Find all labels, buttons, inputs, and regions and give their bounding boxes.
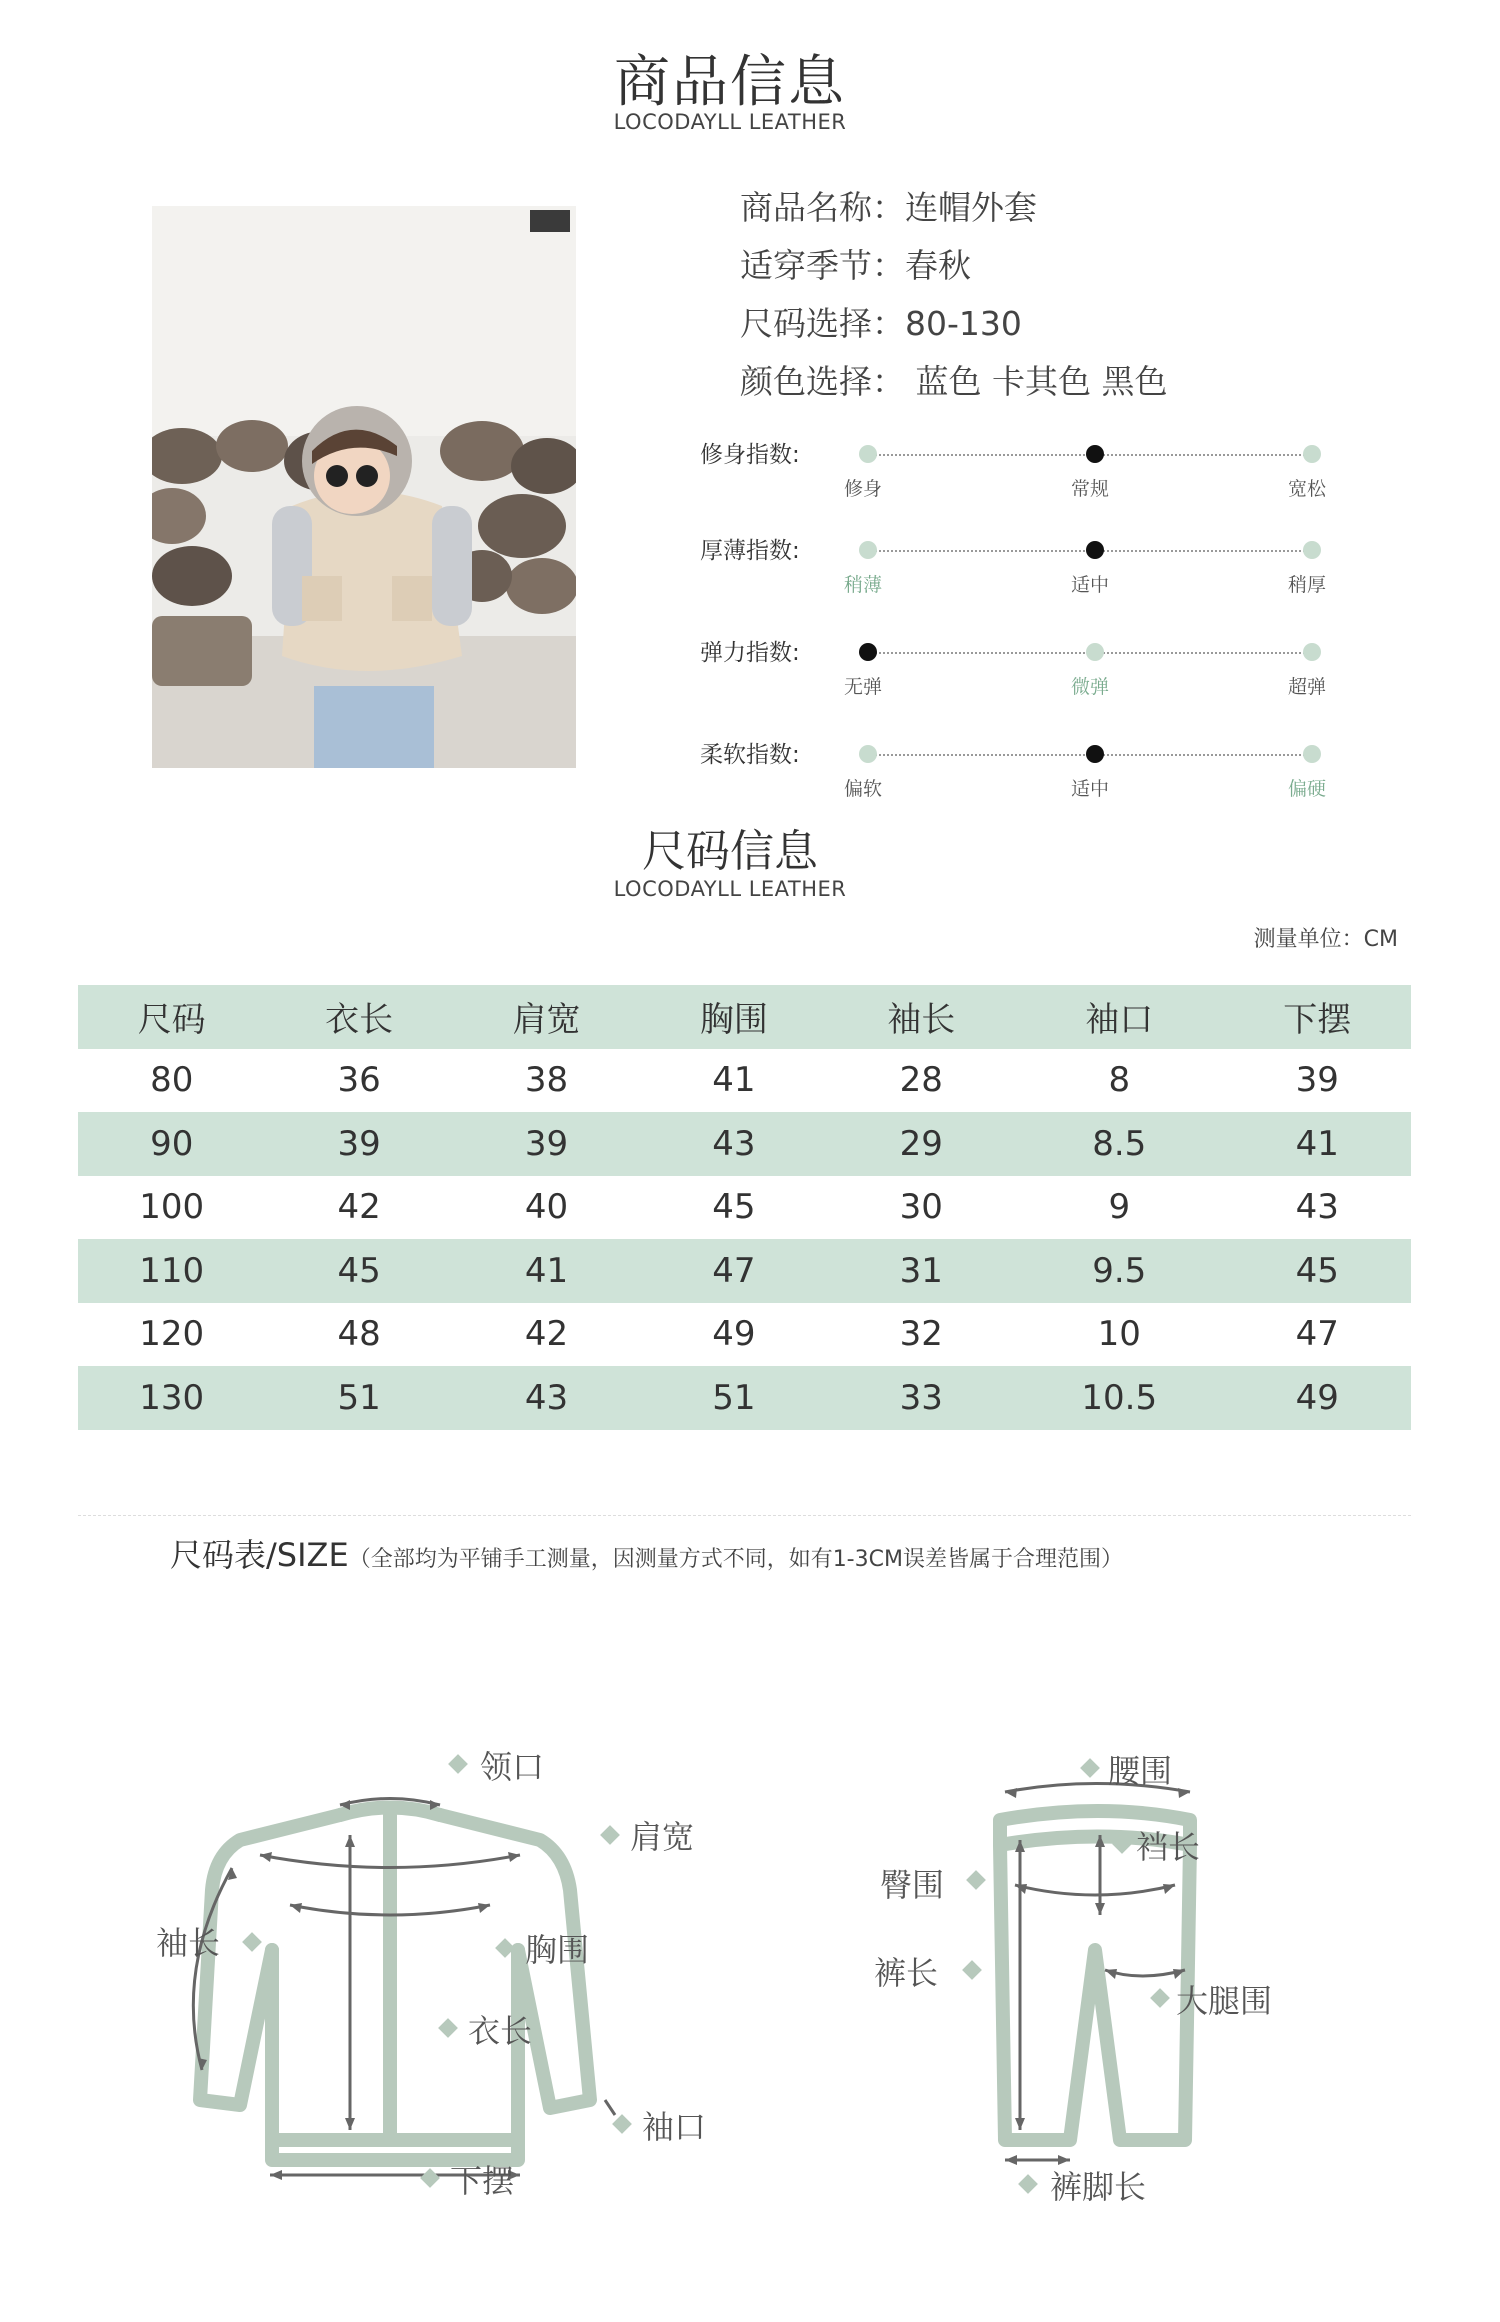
table-cell: 45 (1295, 1250, 1339, 1291)
scale-option: 宽松 (1288, 478, 1327, 500)
scale-dot (1303, 643, 1321, 661)
table-cell: 39 (1295, 1060, 1339, 1101)
size-info-title: 尺码信息 (642, 826, 818, 877)
table-cell: 47 (1295, 1314, 1339, 1355)
scale-dot (859, 745, 877, 763)
scale-label: 弹力指数: (700, 640, 800, 666)
scale-dot-selected (1086, 445, 1104, 463)
table-cell: 130 (139, 1377, 205, 1418)
product-sizes: 尺码选择：80-130 (740, 304, 1022, 343)
table-row (78, 1112, 1411, 1176)
scale-dot-selected (1086, 541, 1104, 559)
size-note (170, 1530, 1123, 1576)
table-cell: 43 (524, 1377, 569, 1418)
table-cell: 28 (899, 1060, 943, 1101)
table-cell: 31 (899, 1250, 943, 1291)
table-cell: 8 (1108, 1060, 1131, 1101)
label-collar: 领口 (480, 1748, 545, 1786)
scale-label: 柔软指数: (700, 742, 800, 768)
scale-dot (859, 541, 877, 559)
label-length: 衣长 (468, 2012, 533, 2050)
label-thigh: 大腿围 (1176, 1982, 1273, 2020)
table-cell: 43 (1295, 1187, 1339, 1228)
page-subtitle: LOCODAYLL LEATHER (613, 110, 847, 134)
label-leg-opening: 裤脚长 (1050, 2168, 1147, 2206)
table-cell: 39 (524, 1123, 569, 1164)
scale-dot (1303, 541, 1321, 559)
scale-option: 无弹 (844, 676, 883, 698)
table-cell: 51 (337, 1377, 381, 1418)
table-cell: 32 (899, 1314, 943, 1355)
table-cell: 42 (524, 1314, 569, 1355)
jacket-measure-diagram (140, 1720, 740, 2200)
label-shoulder: 肩宽 (630, 1818, 695, 1856)
table-cell: 45 (712, 1187, 756, 1228)
table-cell: 120 (139, 1314, 205, 1355)
table-cell: 36 (337, 1060, 381, 1101)
scale-label: 修身指数: (700, 442, 800, 468)
scale-option: 适中 (1071, 574, 1110, 596)
scale-option: 超弹 (1288, 676, 1327, 698)
col-header: 尺码 (137, 1000, 206, 1041)
table-cell: 41 (712, 1060, 756, 1101)
col-header: 衣长 (325, 1000, 394, 1041)
table-row (78, 1239, 1411, 1303)
label-rise: 裆长 (1136, 1828, 1201, 1866)
table-cell: 110 (139, 1250, 205, 1291)
table-cell: 49 (712, 1314, 756, 1355)
label-hem: 下摆 (450, 2162, 515, 2200)
col-header: 肩宽 (512, 1000, 581, 1041)
table-cell: 48 (337, 1314, 381, 1355)
table-cell: 51 (712, 1377, 756, 1418)
product-season: 适穿季节：春秋 (740, 246, 971, 285)
table-row (78, 1176, 1411, 1240)
table-cell: 100 (139, 1187, 205, 1228)
table-cell: 49 (1295, 1377, 1339, 1418)
col-header: 下摆 (1283, 1000, 1352, 1041)
table-cell: 8.5 (1092, 1123, 1147, 1164)
table-cell: 38 (524, 1060, 569, 1101)
table-row (78, 1049, 1411, 1113)
scale-option: 微弹 (1071, 676, 1110, 698)
table-header-row (78, 985, 1411, 1049)
table-cell: 40 (524, 1187, 569, 1228)
scale-option: 适中 (1071, 778, 1110, 800)
table-cell: 45 (337, 1250, 381, 1291)
table-cell: 9.5 (1092, 1250, 1147, 1291)
col-header: 袖口 (1085, 1000, 1154, 1041)
measurement-unit: 测量单位：CM (1253, 927, 1398, 952)
col-header: 胸围 (699, 1000, 768, 1041)
table-cell: 42 (337, 1187, 381, 1228)
product-colors: 颜色选择： 蓝色 卡其色 黑色 (740, 362, 1168, 401)
table-cell: 80 (150, 1060, 194, 1101)
product-name: 商品名称：连帽外套 (740, 188, 1037, 227)
scale-option: 偏硬 (1288, 778, 1327, 800)
label-pants-length: 裤长 (874, 1954, 939, 1992)
table-cell: 47 (712, 1250, 756, 1291)
scale-dot (859, 445, 877, 463)
label-cuff: 袖口 (642, 2108, 707, 2146)
label-chest: 胸围 (525, 1931, 590, 1969)
table-cell: 10.5 (1081, 1377, 1158, 1418)
scale-option: 稍薄 (844, 574, 883, 596)
pants-measure-diagram (860, 1720, 1380, 2206)
table-cell: 9 (1108, 1187, 1131, 1228)
scale-option: 偏软 (844, 778, 883, 800)
scale-dot (1086, 643, 1104, 661)
scale-dot (1303, 445, 1321, 463)
size-info-subtitle: LOCODAYLL LEATHER (613, 877, 847, 901)
table-row (78, 1303, 1411, 1367)
table-cell: 39 (337, 1123, 381, 1164)
table-cell: 33 (899, 1377, 943, 1418)
label-hip: 臀围 (880, 1866, 945, 1904)
col-header: 袖长 (887, 1000, 956, 1041)
scale-dot-selected (1086, 745, 1104, 763)
scale-option: 修身 (844, 478, 883, 500)
scale-label: 厚薄指数: (700, 538, 800, 564)
table-cell: 43 (712, 1123, 756, 1164)
table-cell: 41 (524, 1250, 569, 1291)
scale-option: 常规 (1071, 478, 1110, 500)
label-waist: 腰围 (1108, 1752, 1173, 1790)
table-cell: 29 (899, 1123, 943, 1164)
table-cell: 90 (150, 1123, 194, 1164)
scale-dot (1303, 745, 1321, 763)
label-sleeve: 袖长 (156, 1924, 221, 1962)
scale-option: 稍厚 (1288, 574, 1327, 596)
size-table (78, 985, 1411, 1430)
page-title: 商品信息 (614, 50, 846, 115)
product-photo (152, 206, 576, 768)
table-cell: 10 (1097, 1314, 1141, 1355)
size-note-title: 尺码表/SIZE (170, 1536, 349, 1574)
divider (78, 1515, 1411, 1516)
scale-dot-selected (859, 643, 877, 661)
size-note-detail: （全部均为平铺手工测量，因测量方式不同，如有1-3CM误差皆属于合理范围） (348, 1547, 1123, 1572)
table-cell: 41 (1295, 1123, 1339, 1164)
table-row (78, 1366, 1411, 1430)
table-cell: 30 (899, 1187, 943, 1228)
